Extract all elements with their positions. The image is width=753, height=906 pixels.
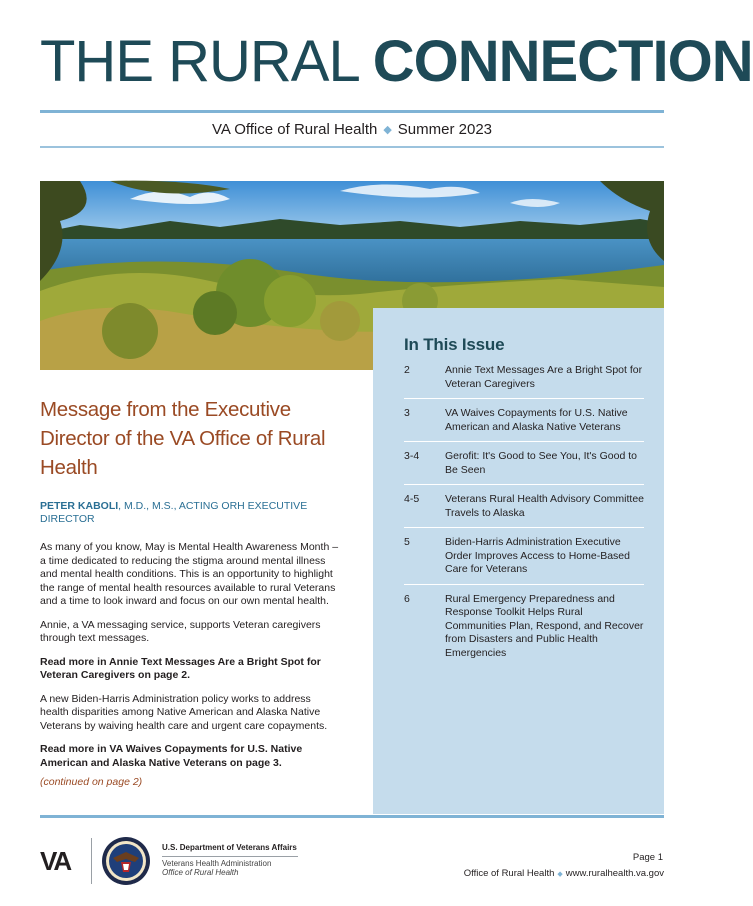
toc-title: Veterans Rural Health Advisory Committee Travels to Alaska: [445, 493, 645, 519]
toc-item[interactable]: [404, 593, 644, 661]
newsletter-masthead: [40, 22, 753, 102]
continued-note: (continued on page 2): [40, 776, 143, 788]
toc-title: Biden-Harris Administration Executive Order Improves Access to Home-Based Care for Veterans: [445, 536, 630, 575]
top-rule: [40, 110, 664, 113]
toc-item[interactable]: [404, 407, 644, 434]
toc-title: Gerofit: It's Good to See You, It's Good to Be Seen: [445, 450, 637, 476]
article-paragraph: As many of you know, May is Mental Health Awareness Month – a time dedicated to reducing the stigma around mental illness and mental health conditions. This is an opportunity to highlight the range of mental health resources available to rural Veterans and a time to look inward and focus on our own mental health.: [40, 541, 339, 607]
toc-divider: [404, 441, 644, 442]
byline-name: PETER KABOLI: [40, 500, 119, 512]
in-this-issue-sidebar: [373, 308, 664, 814]
issue-date: Summer 2023: [397, 121, 493, 138]
footer-site: [464, 868, 664, 879]
toc-divider: [404, 484, 644, 485]
toc-divider: [404, 527, 644, 528]
in-this-issue-heading: In This Issue: [404, 335, 505, 354]
toc-item[interactable]: [404, 364, 644, 391]
article-paragraph: A new Biden-Harris Administration policy works to address health disparities among Native American and Alaska Native Veterans by waiving health care and urgent care copayments.: [40, 692, 328, 732]
department-block: [162, 843, 298, 877]
executive-message-article: [40, 395, 340, 790]
article-byline: [40, 500, 340, 526]
read-more-copayments[interactable]: Read more in VA Waives Copayments for U.S. Native American and Alaska Native Veterans on page 3.: [40, 743, 303, 769]
bottom-rule: [40, 815, 664, 818]
article-headline: Message from the Executive Director of the VA Office of Rural Health: [40, 398, 326, 479]
toc-page-number: 5: [404, 536, 410, 548]
page-number: Page 1: [632, 852, 663, 863]
toc-title: VA Waives Copayments for U.S. Native American and Alaska Native Veterans: [445, 407, 628, 433]
issue-rule: [40, 146, 664, 148]
publisher-name: VA Office of Rural Health: [211, 121, 378, 138]
footer-divider: [91, 838, 92, 884]
toc-page-number: 3: [404, 407, 410, 419]
footer-office: Office of Rural Health: [463, 868, 555, 879]
toc-page-number: 2: [404, 364, 410, 376]
diamond-separator-icon: ◆: [557, 871, 563, 878]
toc-item[interactable]: [404, 493, 644, 520]
toc-divider: [404, 584, 644, 585]
toc-title: Rural Emergency Preparedness and Response Toolkit Helps Rural Communities Plan, Respond, and Recover from Disasters and Public Health Emergencies: [445, 592, 644, 659]
dept-divider: [162, 856, 298, 857]
diamond-separator-icon: ◆: [383, 124, 392, 136]
vha-name: Veterans Health Administration: [162, 859, 272, 868]
toc-item[interactable]: [404, 450, 644, 477]
toc-page-number: 4-5: [404, 493, 420, 505]
article-paragraph: Annie, a VA messaging service, supports Veteran caregivers through text messages.: [40, 618, 321, 644]
va-seal-icon: [101, 836, 151, 886]
toc-item[interactable]: [404, 536, 644, 577]
footer-url[interactable]: www.ruralhealth.va.gov: [565, 868, 664, 879]
dept-name: U.S. Department of Veterans Affairs: [162, 843, 297, 852]
toc-title: Annie Text Messages Are a Bright Spot for Veteran Caregivers: [445, 364, 643, 390]
toc-divider: [404, 398, 644, 399]
read-more-annie[interactable]: Read more in Annie Text Messages Are a Bright Spot for Veteran Caregivers on page 2.: [40, 655, 321, 681]
masthead-title-light: THE RURAL: [40, 29, 373, 94]
byline-title: , M.D., M.S., ACTING ORH EXECUTIVE DIRECTOR: [40, 500, 308, 525]
toc-page-number: 6: [404, 592, 410, 605]
issue-line: [40, 117, 664, 143]
orh-name: Office of Rural Health: [162, 868, 239, 877]
va-logo: VA: [40, 846, 71, 876]
masthead-title-bold: CONNECTION: [372, 29, 753, 94]
table-of-contents: [404, 364, 644, 660]
toc-page-number: 3-4: [404, 450, 420, 462]
